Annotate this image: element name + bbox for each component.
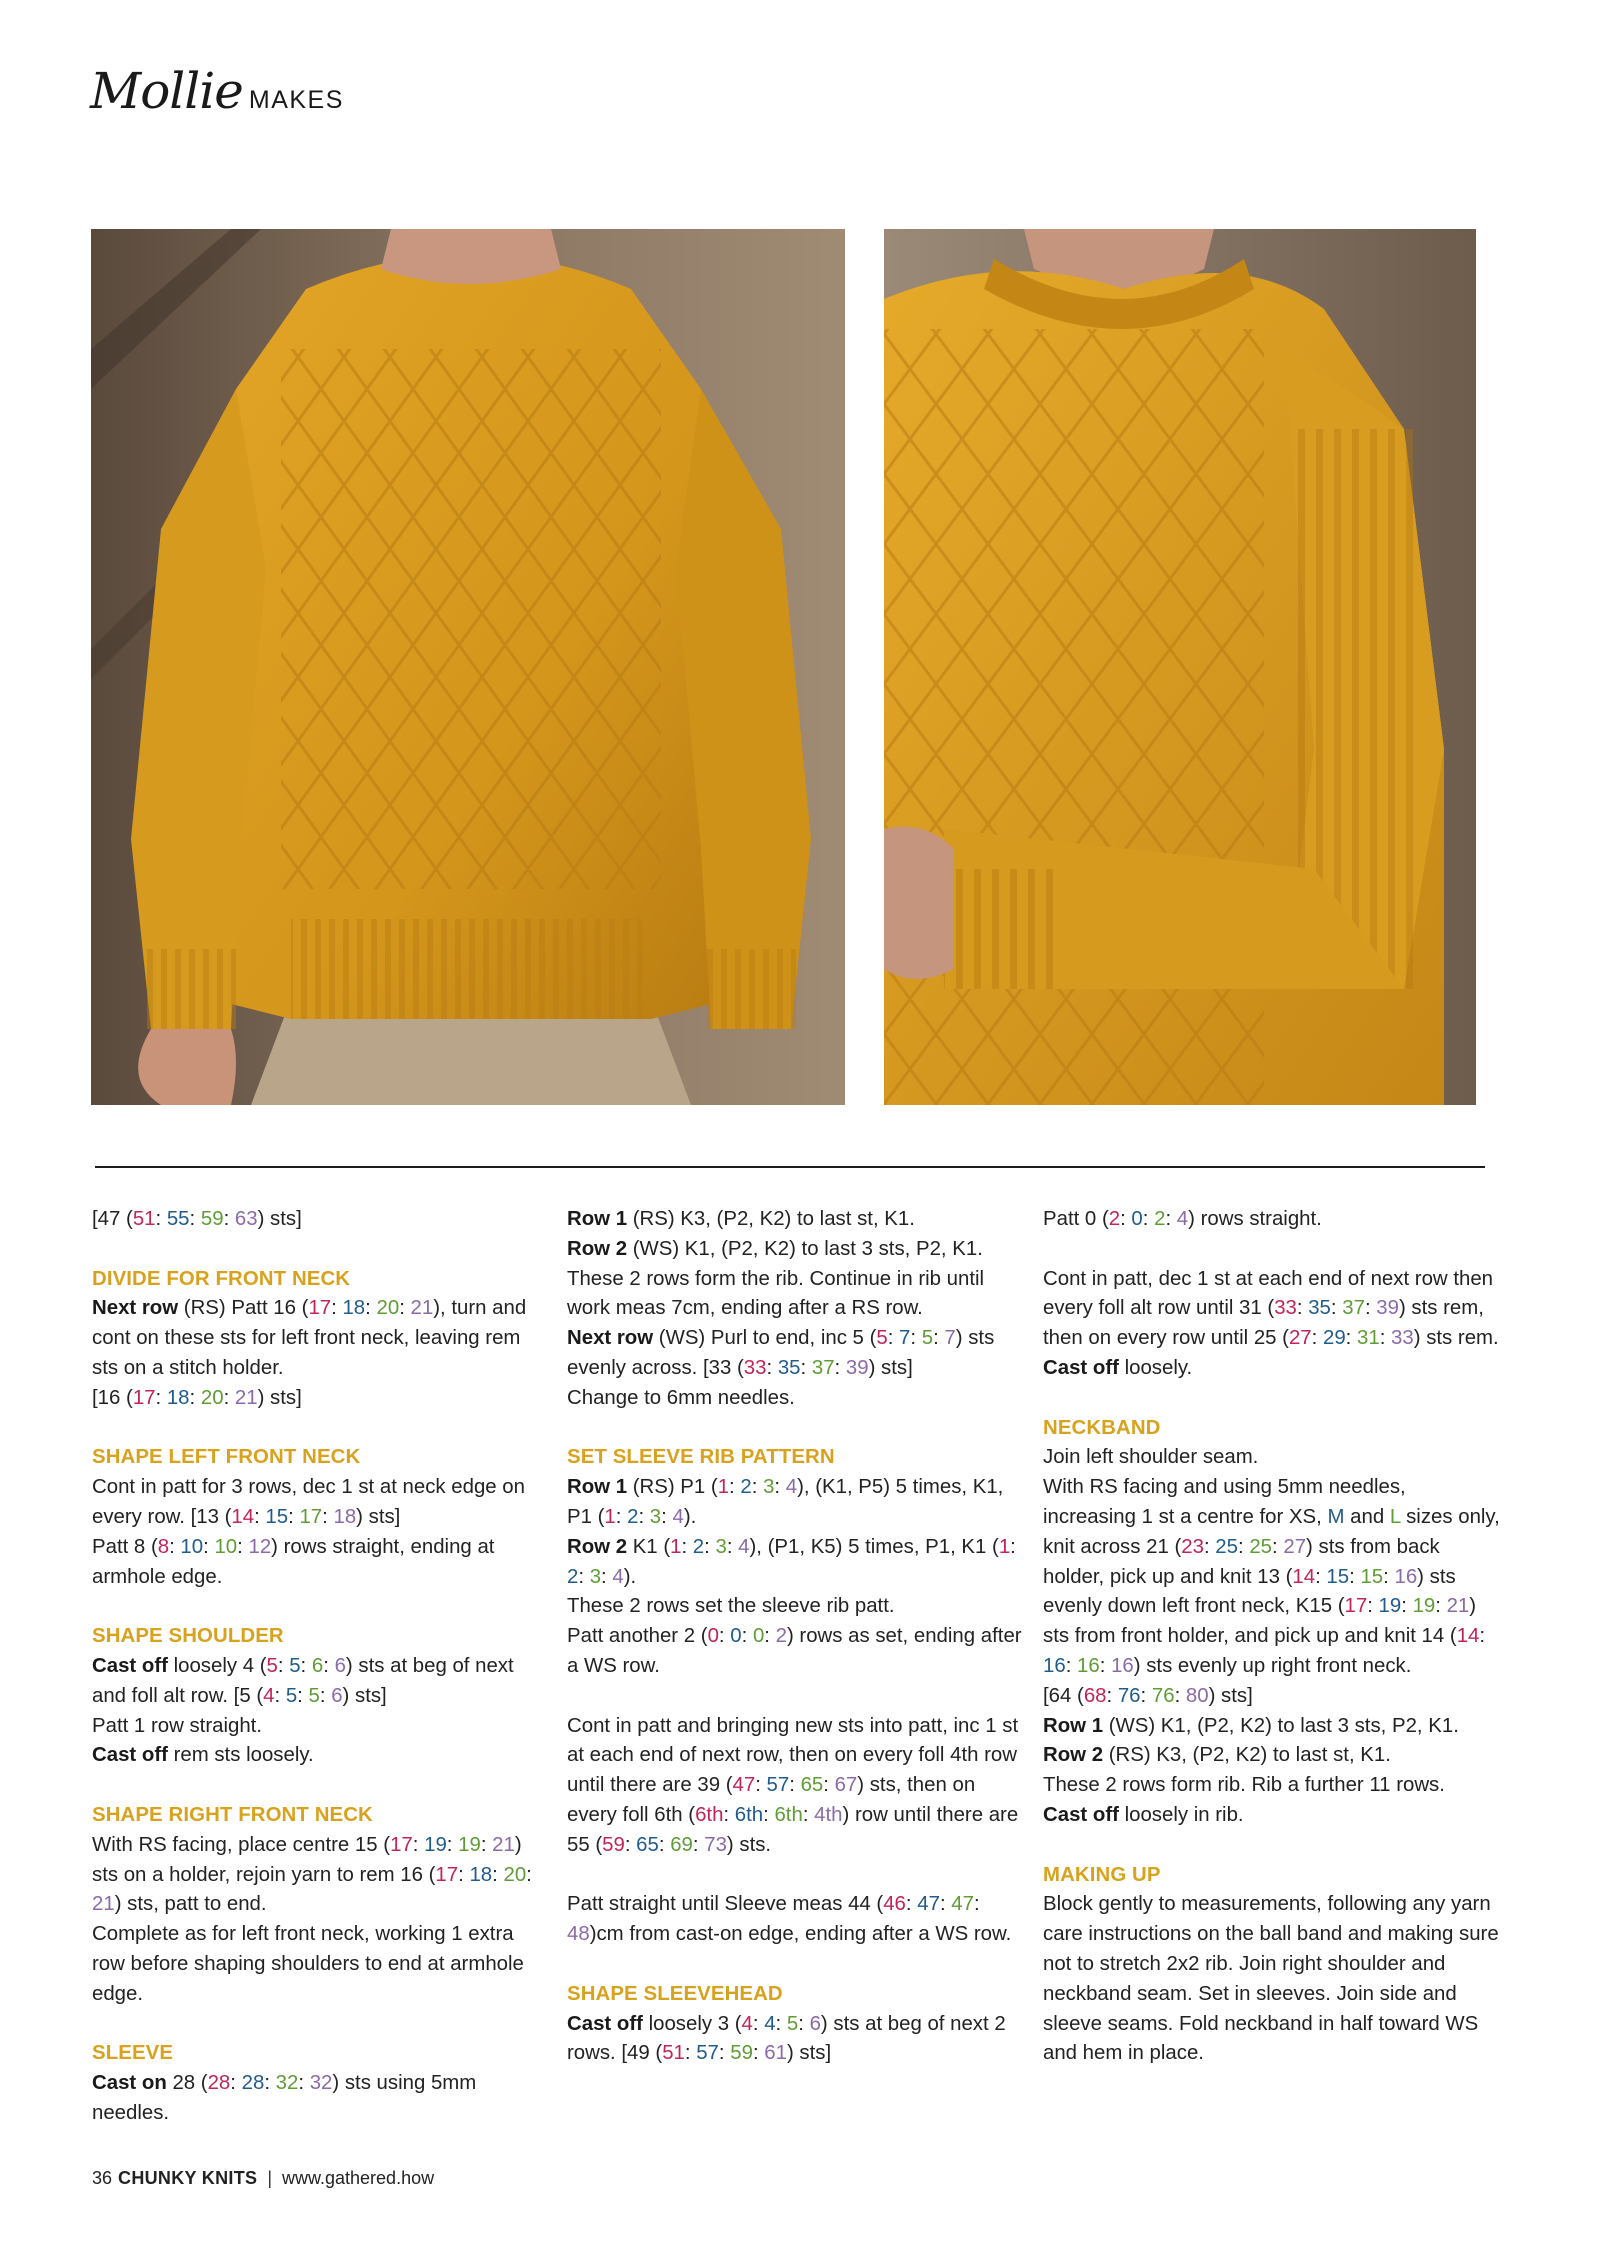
instruction-section [92,1801,552,2010]
section-heading: SHAPE SLEEVEHEAD [567,1982,783,2005]
section-body: Cont in patt, dec 1 st at each end of next row then every foll alt row until 31 (33: 35: 37: 39) sts rem, then on every row until 25 (27: 29: 31: 33) sts rem. Cast off loosely. [1043,1267,1499,1379]
section-body: Row 1 (RS) K3, (P2, K2) to last st, K1. Row 2 (WS) K1, (P2, K2) to last 3 sts, P2, K1. These 2 rows form the rib. Continue in rib until work meas 7cm, ending after a RS row. Next row (WS) Purl to end, inc 5 (5: 7: 5: 7) sts evenly across. [33 (33: 35: 37: 39) sts] Change to 6mm needles. [567,1208,995,1409]
section-body: Join left shoulder seam. With RS facing and using 5mm needles, increasing 1 st a centre for XS, M and L sizes only, knit across 21 (23: 25: 25: 27) sts from back holder, pick up and knit 13 (14: 15: 15: 16) sts evenly down left front neck, K15 (17: 19: 19: 21) sts from front holder, and pick up and knit 14 (14: 16: 16: 16) sts evenly up right front neck. [64 (68: 76: 76: 80) sts] Row 1 (WS) K1, (P2, K2) to last 3 sts, P2, K1. Row 2 (RS) K3, (P2, K2) to last st, K1. These 2 rows form rib. Rib a further 11 rows. Cast off loosely in rib. [1043,1446,1500,1826]
instruction-paragraph [92,1205,552,1235]
section-body: Row 1 (RS) P1 (1: 2: 3: 4), (K1, P5) 5 times, K1, P1 (1: 2: 3: 4). Row 2 K1 (1: 2: 3: 4), (P1, K5) 5 times, P1, K1 (1: 2: 3: 4). These 2 rows set the sleeve rib patt. Patt another 2 (0: 0: 0: 2) rows as set, ending after a WS row. [567,1476,1022,1677]
section-body: With RS facing, place centre 15 (17: 19: 19: 21) sts on a holder, rejoin yarn to rem 16 (17: 18: 20: 21) sts, patt to end. Complete as for left front neck, working 1 extra row before shaping shoulders to end at armhole edge. [92,1833,532,2005]
section-body: Patt 0 (2: 0: 2: 4) rows straight. [1043,1208,1322,1230]
instruction-section [92,1622,552,1771]
instruction-section [1043,1414,1503,1831]
instruction-paragraph [1043,1205,1503,1235]
section-heading: SHAPE SHOULDER [92,1625,284,1648]
section-body: Next row (RS) Patt 16 (17: 18: 20: 21), turn and cont on these sts for left front neck, leaving rem sts on a stitch holder. [16 (17: 18: 20: 21) sts] [92,1297,527,1409]
instruction-paragraph [567,1890,1027,1950]
instruction-paragraph [567,1205,1027,1414]
back-view-photo [91,229,845,1105]
front-view-photo [884,229,1476,1105]
section-body: Cont in patt for 3 rows, dec 1 st at neck edge on every row. [13 (14: 15: 17: 18) sts] Patt 8 (8: 10: 10: 12) rows straight, ending at armhole edge. [92,1476,525,1588]
instruction-section [92,1443,552,1592]
instruction-section [1043,1861,1503,2070]
instructions-column-3 [1043,1205,1503,2069]
section-body: Cont in patt and bringing new sts into patt, inc 1 st at each end of next row, then on every foll 4th row until there are 39 (47: 57: 65: 67) sts, then on every foll 6th (6th: 6th: 6th: 4th) row until there are 55 (59: 65: 69: 73) sts. [567,1714,1019,1856]
page-number: 36 [92,2168,113,2188]
section-body: Patt straight until Sleeve meas 44 (46: 47: 47: 48)cm from cast-on edge, ending after a WS row. [567,1893,1012,1946]
section-body: Cast off loosely 3 (4: 4: 5: 6) sts at beg of next 2 rows. [49 (51: 57: 59: 61) sts] [567,2012,1006,2065]
instruction-section [567,1443,1027,1681]
instruction-section [92,1265,552,1414]
section-body: Cast off loosely 4 (5: 5: 6: 6) sts at beg of next and foll alt row. [5 (4: 5: 5: 6) sts] Patt 1 row straight. Cast off rem sts loosely. [92,1654,514,1767]
instruction-paragraph [567,1712,1027,1861]
instruction-section [92,2039,552,2128]
section-heading: SLEEVE [92,2042,174,2065]
section-heading: NECKBAND [1043,1416,1161,1439]
section-body: [47 (51: 55: 59: 63) sts] [92,1208,302,1230]
section-heading: SHAPE RIGHT FRONT NECK [92,1803,373,1826]
magazine-logo [90,62,344,120]
page-footer [92,2168,434,2189]
website-url: www.gathered.how [282,2168,435,2188]
logo-caps: MAKES [248,86,344,114]
back-view-illustration [91,229,845,1105]
footer-separator: | [267,2168,272,2188]
front-view-illustration [884,229,1476,1105]
logo-script: Mollie [90,62,243,120]
section-heading: SET SLEEVE RIB PATTERN [567,1446,835,1469]
section-body: Cast on 28 (28: 28: 32: 32) sts using 5mm needles. [92,2072,477,2124]
instruction-paragraph [1043,1265,1503,1384]
instructions-column-2 [567,1205,1027,2069]
section-body: Block gently to measurements, following any yarn care instructions on the ball band and making sure not to stretch 2x2 rib. Join right shoulder and neckband seam. Set in sleeves. Join side and sleeve seams. Fold neckband in half toward WS and hem in place. [1043,1893,1499,2065]
instructions-column-1 [92,1205,552,2129]
section-heading: MAKING UP [1043,1863,1161,1886]
section-heading: DIVIDE FOR FRONT NECK [92,1267,351,1290]
instruction-section [567,1980,1027,2069]
section-divider [95,1166,1485,1168]
publication-title: CHUNKY KNITS [118,2168,258,2188]
section-heading: SHAPE LEFT FRONT NECK [92,1446,361,1469]
